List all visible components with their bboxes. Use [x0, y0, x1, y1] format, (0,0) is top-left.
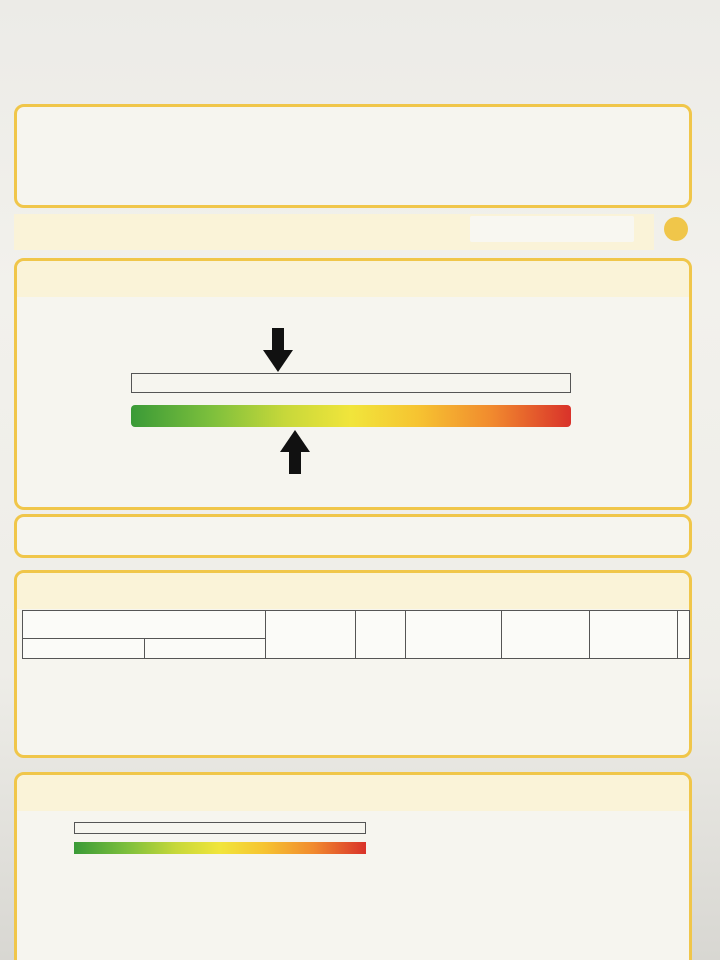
th-bis [144, 639, 266, 659]
consumption-table [22, 610, 690, 659]
energy-class-scale [131, 373, 571, 393]
th-warmwasser [502, 611, 590, 659]
section-box-pflicht [14, 514, 692, 558]
section-bar-vergleich [17, 775, 689, 811]
th-traeger [266, 611, 356, 659]
th-von [23, 639, 145, 659]
section-bar-erfassung [17, 573, 689, 609]
th-verbrauch [406, 611, 502, 659]
th-klima [678, 611, 690, 659]
registry-number [470, 216, 634, 242]
page-number-badge [664, 217, 688, 241]
th-primaer [356, 611, 406, 659]
energy-gradient-bar [131, 405, 571, 427]
mini-gradient-bar [74, 842, 366, 854]
down-arrow-icon [263, 328, 293, 372]
mini-class-scale [74, 822, 366, 834]
th-heizung [590, 611, 678, 659]
section-bar-verbrauch [17, 261, 689, 297]
header-box [14, 104, 692, 208]
up-arrow-icon [280, 430, 310, 474]
th-zeitraum [23, 611, 266, 639]
